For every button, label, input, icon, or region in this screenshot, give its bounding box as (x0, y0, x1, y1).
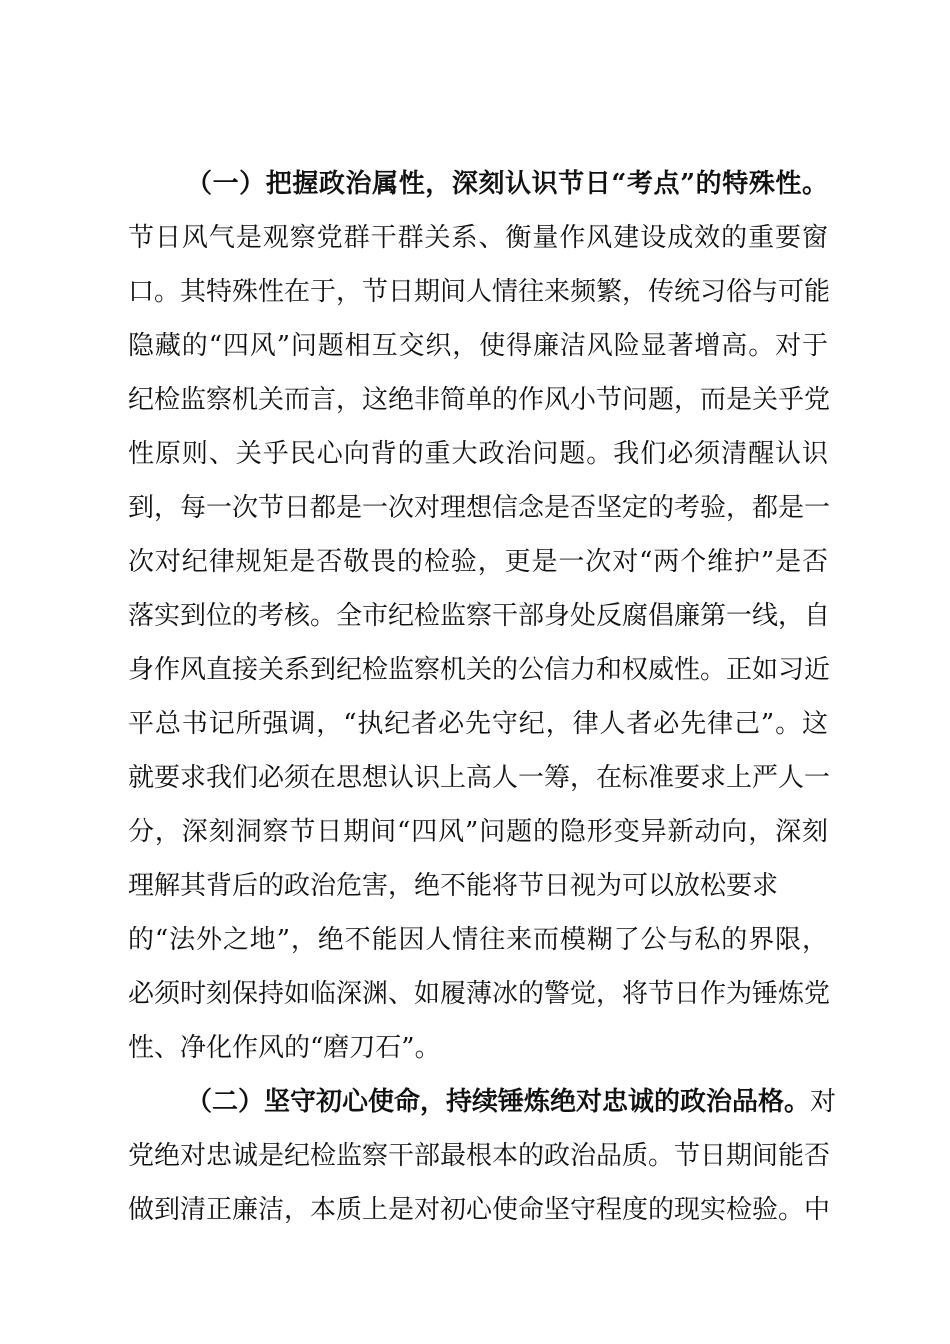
body-line: 分，深刻洞察节日期间“四风”问题的隐形变异新动向，深刻 (128, 817, 828, 847)
body-line: 理解其背后的政治危害，绝不能将节日视为可以放松要求 (128, 871, 779, 901)
body-line: 党绝对忠诚是纪检监察干部最根本的政治品质。节日期间能否 (128, 1141, 831, 1171)
body-line: 性、净化作风的“磨刀石”。 (128, 1033, 441, 1063)
body-line: 口。其特殊性在于，节日期间人情往来频繁，传统习俗与可能 (128, 277, 831, 307)
body-line: 必须时刻保持如临深渊、如履薄冰的警觉，将节日作为锤炼党 (128, 979, 831, 1009)
section-2-heading (128, 1075, 837, 1129)
body-line: 节日风气是观察党群干群关系、衡量作风建设成效的重要窗 (128, 223, 828, 253)
section-2-heading-text: （二）坚守初心使命，持续锤炼绝对忠诚的政治品格。 (186, 1087, 811, 1117)
body-line: 就要求我们必须在思想认识上高人一筹，在标准要求上严人一 (128, 763, 831, 793)
body-line: 性原则、关乎民心向背的重大政治问题。我们必须清醒认识 (128, 439, 828, 469)
body-line: 隐藏的“四风”问题相互交织，使得廉洁风险显著增高。对于 (128, 331, 828, 361)
body-line: 到，每一次节日都是一次对理想信念是否坚定的考验，都是一 (128, 493, 831, 523)
body-line: 次对纪律规矩是否敬畏的检验，更是一次对“两个维护”是否 (128, 547, 828, 577)
section-2-heading-tail: 对 (810, 1087, 837, 1117)
body-line: 身作风直接关系到纪检监察机关的公信力和权威性。正如习近 (128, 655, 831, 685)
section-1-heading (128, 157, 828, 211)
body-line: 平总书记所强调，“执纪者必先守纪，律人者必先律己”。这 (128, 709, 828, 739)
body-line: 做到清正廉洁，本质上是对初心使命坚守程度的现实检验。中 (128, 1195, 831, 1225)
document-body (128, 157, 837, 1237)
body-line: 纪检监察机关而言，这绝非简单的作风小节问题，而是关乎党 (128, 385, 831, 415)
body-line: 落实到位的考核。全市纪检监察干部身处反腐倡廉第一线，自 (128, 601, 831, 631)
body-line: 的“法外之地”，绝不能因人情往来而模糊了公与私的界限， (128, 925, 828, 955)
section-1-heading-text: （一）把握政治属性，深刻认识节日“考点”的特殊性。 (186, 169, 828, 199)
